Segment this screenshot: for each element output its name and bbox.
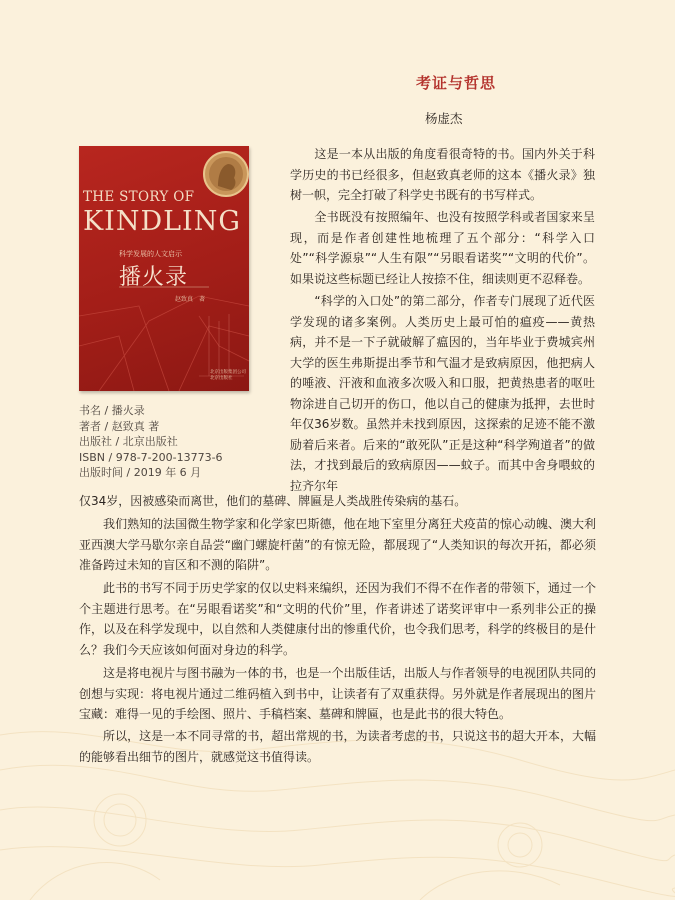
cover-publisher: 北京出版集团公司 北京出版社 bbox=[210, 370, 246, 381]
paragraph-3: “科学的入口处”的第二部分，作者专门展现了近代医学发现的诸多案例。人类历史上最可怕的瘟疫——黄热病，并不是一下子就破解了瘟因的，当年毕业于费城宾州大学的医生弗斯提出季节和气温才是致病原因，他把病人的唾液、汗液和血液多次吸入和口服，把黄热患者的呕吐物涂进自己切开的伤口，他以自己的健康为抵押，去世时年仅36岁数。虽然并未找到原因，这探索的足迹不能不激励着后来者。后来的“敢死队”正是这种“科学殉道者”的做法，才找到最后的致病原因——蚊子。而其中舍身喂蚊的拉齐尔年 bbox=[290, 294, 595, 493]
paragraph-5: 此书的书写不同于历史学家的仅以史料来编织，还因为我们不得不在作者的带领下，通过一个个主题进行思考。在“另眼看诺奖”和“文明的代价”里，作者讲述了诺奖评审中一系列非公正的操作，以及在科学发现中，以自然和人类健康付出的惨重代价，也令我们思考，科学的终极目的是什么？我们今天应该如何面对身边的科学。 bbox=[79, 581, 596, 657]
article-author: 杨虚杰 bbox=[425, 111, 463, 126]
book-info-isbn: ISBN / 978-7-200-13773-6 bbox=[79, 450, 223, 464]
paragraph-2: 全书既没有按照编年、也没有按照学科或者国家来呈现，而是作者创建性地梳理了五个部分：“科学入口处”“科学源泉”“人生有限”“另眼看诺奖”“文明的代价”。如果说这些标题已经让人按捺不住，细读则更不忍释卷。 bbox=[290, 210, 595, 286]
book-info bbox=[79, 403, 223, 481]
book-info-publisher: 出版社 / 北京出版社 bbox=[79, 435, 178, 448]
cover-english-title-line1: THE STORY OF bbox=[83, 189, 195, 205]
cover-chinese-title: 播火录 bbox=[119, 265, 189, 290]
article-title: 考证与哲思 bbox=[416, 74, 497, 92]
cover-english-title-line2: KINDLING bbox=[83, 206, 241, 237]
paragraph-6: 这是将电视片与图书融为一体的书，也是一个出版佳话，出版人与作者领导的电视团队共同的创想与实现：将电视片通过二维码植入到书中，让读者有了双重获得。另外就是作者展现出的图片宝藏：难得一见的手绘图、照片、手稿档案、墓碑和牌匾，也是此书的很大特色。 bbox=[79, 666, 596, 721]
book-info-date: 出版时间 / 2019 年 6 月 bbox=[79, 466, 202, 479]
paragraph-7: 所以，这是一本不同寻常的书，超出常规的书，为读者考虑的书，只说这书的超大开本，大幅的能够看出细节的图片，就感觉这书值得读。 bbox=[79, 729, 596, 764]
cover-subtitle: 科学发展的人文启示 bbox=[119, 250, 182, 258]
paragraph-3-continued: 仅34岁，因被感染而离世，他们的墓碑、牌匾是人类战胜传染病的基石。 bbox=[79, 494, 467, 508]
paragraph-1: 这是一本从出版的角度看很奇特的书。国内外关于科学历史的书已经很多，但赵致真老师的这本《播火录》独树一帜，完全打破了科学史书既有的书写样式。 bbox=[290, 147, 595, 202]
book-info-author: 著者 / 赵致真 著 bbox=[79, 419, 160, 433]
book-info-title: 书名 / 播火录 bbox=[79, 404, 145, 417]
book-cover-image bbox=[79, 146, 249, 391]
cover-author: 赵致真 著 bbox=[175, 296, 206, 303]
paragraph-4: 我们熟知的法国微生物学家和化学家巴斯德，他在地下室里分离狂犬疫苗的惊心动魄、澳大利亚西澳大学马歇尔亲自品尝“幽门螺旋杆菌”的有惊无险，都展现了“人类知识的每次开拓，都必须准备跨过未知的盲区和不测的陷阱”。 bbox=[79, 517, 596, 572]
